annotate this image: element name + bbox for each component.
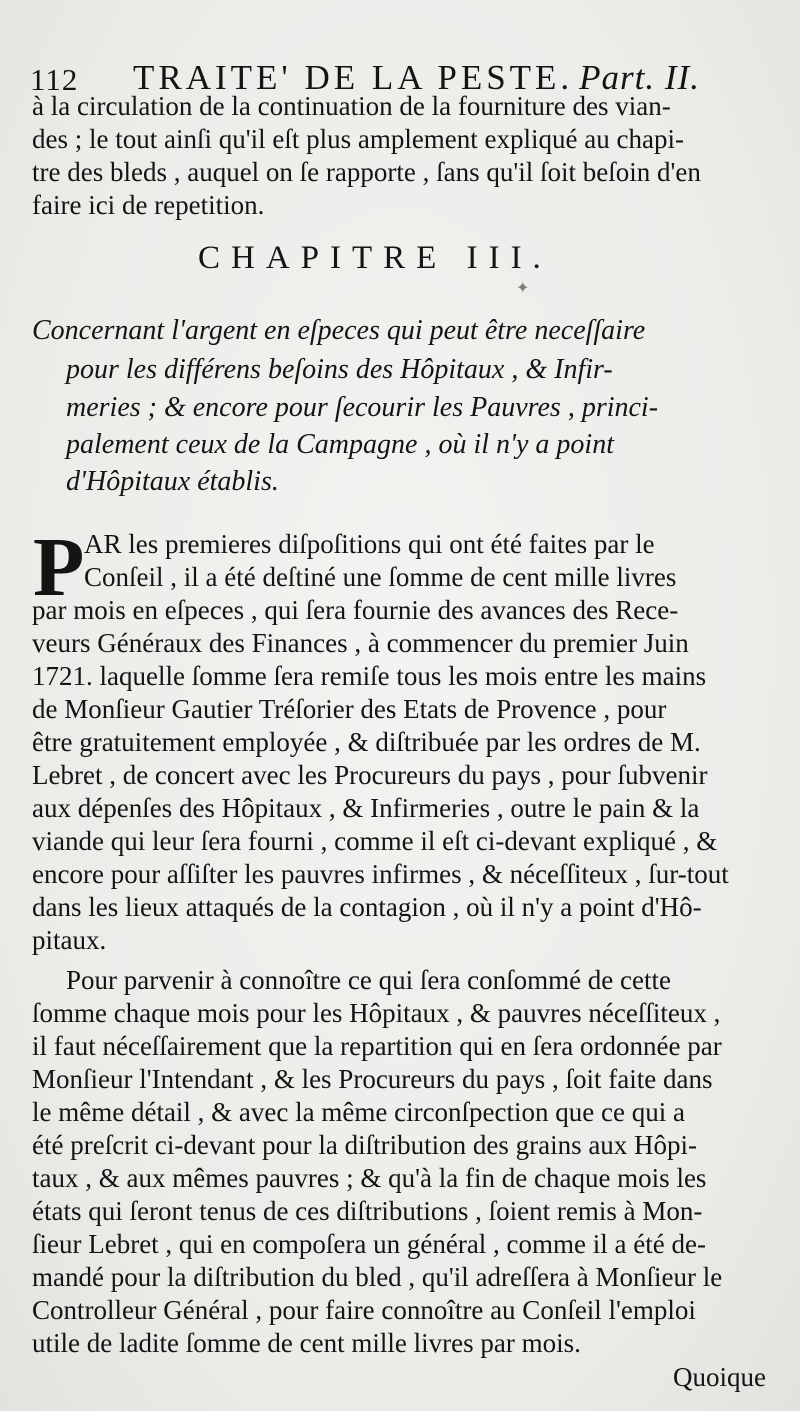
text-line: Monſieur l'Intendant , & les Procureurs du pays , ſoit faite dans: [32, 1064, 713, 1094]
text-line: tre des bleds , auquel on ſe rapporte , ſans qu'il ſoit beſoin d'en: [32, 157, 701, 187]
text-line: Pour parvenir à connoître ce qui ſera conſommé de cette: [66, 965, 671, 995]
text-line: aux dépenſes des Hôpitaux , & Infirmeries , outre le pain & la: [32, 793, 700, 823]
text-line: taux , & aux mêmes pauvres ; & qu'à la fin de chaque mois les: [32, 1163, 707, 1193]
text-line: Lebret , de concert avec les Procureurs du pays , pour ſubvenir: [32, 760, 708, 790]
text-line: viande qui leur ſera fourni , comme il eſt ci-devant expliqué , &: [32, 826, 718, 856]
text-line: ſieur Lebret , qui en compoſera un général , comme il a été de-: [32, 1229, 706, 1259]
text-line: encore pour aſſiſter les pauvres infirmes , & néceſſiteux , ſur-tout: [32, 859, 729, 889]
running-title-text: TRAITE' DE LA PESTE.: [133, 58, 574, 97]
text-line: Conſeil , il a été deſtiné une ſomme de cent mille livres: [84, 562, 677, 592]
text-line: états qui ſeront tenus de ces diſtributions , ſoient remis à Mon-: [32, 1196, 703, 1226]
text-line: par mois en eſpeces , qui ſera fournie des avances des Rece-: [32, 595, 679, 625]
text-line: dans les lieux attaqués de la contagion , où il n'y a point d'Hô-: [32, 892, 702, 922]
text-line: veurs Généraux des Finances , à commencer du premier Juin: [32, 628, 689, 658]
text-line: des ; le tout ainſi qu'il eſt plus amplement expliqué au chapi-: [32, 124, 684, 154]
drop-cap: P: [33, 521, 85, 614]
text-line: Controlleur Général , pour faire connoître au Conſeil l'emploi: [32, 1295, 696, 1325]
text-line: 1721. laquelle ſomme ſera remiſe tous les mois entre les mains: [32, 661, 707, 691]
summary-line: palement ceux de la Campagne , où il n'y a point: [66, 429, 614, 460]
summary-line: pour les différens beſoins des Hôpitaux , & Infir-: [66, 354, 613, 385]
text-line: pitaux.: [32, 925, 107, 955]
summary-line: meries ; & encore pour ſecourir les Pauvres , princi-: [66, 392, 659, 423]
summary-line: Concernant l'argent en eſpeces qui peut être neceſſaire: [32, 315, 646, 346]
text-line: AR les premieres diſpoſitions qui ont été faites par le: [84, 529, 655, 559]
text-line: été preſcrit ci-devant pour la diſtribution des grains aux Hôpi-: [32, 1130, 698, 1160]
text-line: faire ici de repetition.: [32, 190, 265, 220]
chapter-heading: CHAPITRE III.: [198, 240, 552, 276]
summary-line: d'Hôpitaux établis.: [66, 466, 279, 497]
running-part: Part. II.: [579, 58, 700, 97]
page-number: 112: [30, 62, 79, 97]
text-line: à la circulation de la continuation de la fourniture des vian-: [32, 91, 671, 121]
catchword: Quoique: [673, 1362, 766, 1392]
text-line: ſomme chaque mois pour les Hôpitaux , & pauvres néceſſiteux ,: [32, 998, 721, 1028]
text-line: de Monſieur Gautier Tréſorier des Etats de Provence , pour: [32, 694, 667, 724]
text-line: être gratuitement employée , & diſtribuée par les ordres de M.: [32, 727, 701, 757]
text-line: mandé pour la diſtribution du bled , qu'il adreſſera à Monſieur le: [32, 1262, 723, 1292]
text-line: utile de ladite ſomme de cent mille livres par mois.: [32, 1328, 581, 1358]
text-line: le même détail , & avec la même circonſpection que ce qui a: [32, 1097, 685, 1127]
text-line: il faut néceſſairement que la repartition qui en ſera ordonnée par: [32, 1031, 722, 1061]
ornament-mark: ✦: [516, 278, 530, 297]
